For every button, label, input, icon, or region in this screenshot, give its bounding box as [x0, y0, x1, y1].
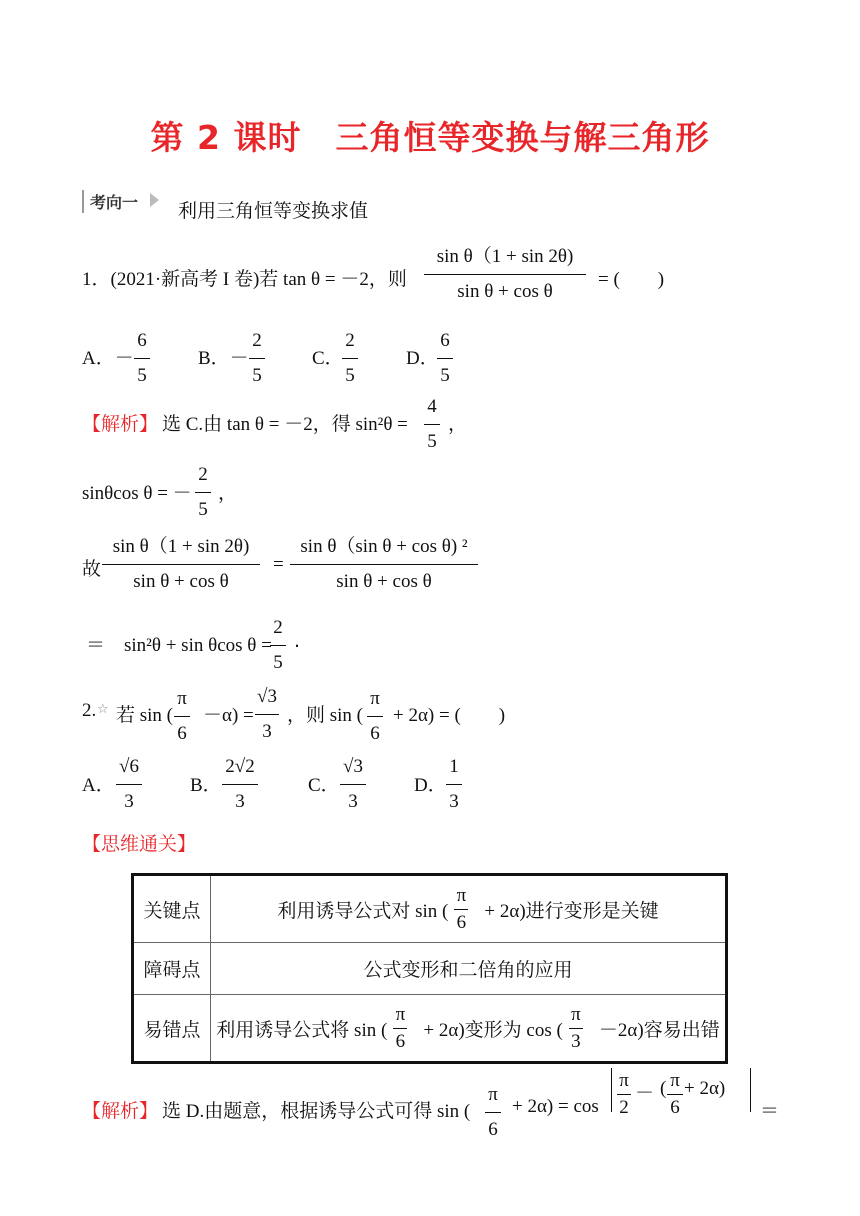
q2-s4: + 2α) = ( ) — [393, 705, 506, 726]
solution-1-line4: ＝ sin²θ + sin θcos θ = — [86, 635, 272, 656]
row1-v1: 利用诱导公式对 sin ( — [277, 900, 449, 922]
solution-1-line3-den2: sin θ + cos θ — [336, 571, 432, 592]
solution-1-line3-eq: = — [273, 554, 284, 575]
solution-2-text: 选 D.由题意，根据诱导公式可得 sin ( — [162, 1101, 471, 1122]
solution-1-line3-prefix: 故 — [82, 558, 102, 580]
solution-1-line3-num1: sin θ（1 + sin 2θ) — [112, 536, 250, 557]
q2-option-a — [116, 756, 142, 813]
table-key-cell: 易错点 — [133, 995, 211, 1063]
solution-1-line4-den: 5 — [273, 652, 283, 673]
q1-option-b-label: B．－ — [198, 348, 249, 369]
solution-2-six-c: 6 — [670, 1097, 680, 1118]
q2-option-c-label: C． — [308, 775, 340, 796]
solution-2-inner: + 2α) — [684, 1078, 726, 1099]
row3-frac-a — [393, 1005, 407, 1052]
row3-v2: + 2α)变形为 cos ( — [423, 1019, 563, 1041]
q2-frac-pi6-a — [174, 688, 190, 745]
solution-1-line3-frac1 — [102, 536, 260, 593]
solution-1-line3-frac2 — [290, 536, 478, 593]
q1-frac-num: sin θ（1 + sin 2θ) — [436, 246, 574, 267]
solution-2-pi-c: π — [670, 1070, 680, 1091]
solution-2-tag: 【解析】 — [82, 1100, 159, 1122]
solution-2-two: 2 — [619, 1097, 629, 1118]
q2-s3: ，则 sin ( — [287, 705, 364, 726]
table-value-cell — [211, 875, 727, 943]
row1-frac — [454, 886, 468, 933]
table-value-cell: 公式变形和二倍角的应用 — [211, 943, 727, 995]
solution-1-line2-frac — [195, 464, 211, 521]
q2-six-b: 6 — [370, 723, 380, 744]
q1-tail: = ( ) — [598, 269, 665, 290]
q2-option-a-den: 3 — [124, 791, 134, 812]
q2-option-d — [446, 756, 462, 813]
q1-option-d-num: 6 — [440, 330, 450, 351]
solution-1-line1-tail: ， — [448, 413, 468, 435]
q2-option-b-num: 2√2 — [225, 756, 255, 777]
q1-option-b — [249, 330, 265, 387]
solution-2-six-a: 6 — [488, 1119, 498, 1140]
solution-2-mid: + 2α) = cos — [512, 1096, 599, 1117]
q2-option-d-den: 3 — [449, 791, 459, 812]
q1-option-c-num: 2 — [345, 330, 355, 351]
analysis-table — [131, 873, 728, 1064]
solution-1-line2-num: 2 — [198, 464, 208, 485]
q1-option-a — [134, 330, 150, 387]
table-row — [133, 875, 727, 943]
q2-root3: √3 — [257, 686, 277, 707]
solution-2-pi-b: π — [619, 1070, 629, 1091]
q2-option-d-label: D． — [414, 775, 447, 796]
row3-three: 3 — [571, 1030, 581, 1052]
solution-1-line4-tail: . — [294, 630, 301, 652]
q2-six: 6 — [177, 723, 187, 744]
solution-1-line1-num: 4 — [427, 396, 437, 417]
solution-1-tag: 【解析】 — [82, 413, 159, 435]
q2-option-c — [340, 756, 366, 813]
table-key-cell: 关键点 — [133, 875, 211, 943]
q1-option-a-label: A．－ — [82, 348, 134, 369]
row1-pi: π — [456, 884, 467, 906]
q2-pi: π — [177, 688, 187, 709]
q2-option-a-num: √6 — [119, 756, 139, 777]
q1-option-d-label: D． — [406, 348, 439, 369]
page-title: 第 2 课时 三角恒等变换与解三角形 — [150, 118, 710, 157]
solution-2-eq: ＝ — [760, 1101, 780, 1122]
solution-2-paren: ( — [660, 1078, 667, 1099]
q1-fraction — [424, 246, 586, 303]
row3-frac-b — [569, 1005, 583, 1052]
q1-frac-den: sin θ + cos θ — [457, 281, 553, 302]
q1-option-a-num: 6 — [137, 330, 147, 351]
row3-six: 6 — [395, 1030, 406, 1052]
solution-1-line2-tail: ， — [218, 482, 238, 504]
table-row — [133, 995, 727, 1063]
solution-2-frac-c — [667, 1070, 683, 1119]
solution-1-line1-den: 5 — [427, 431, 437, 452]
q1-option-d-den: 5 — [440, 365, 450, 386]
solution-1-line4-frac — [270, 617, 286, 674]
q2-option-c-num: √3 — [343, 756, 363, 777]
q2-frac-pi6-b — [367, 688, 383, 745]
q2-option-c-den: 3 — [348, 791, 358, 812]
row1-six: 6 — [456, 911, 467, 933]
q2-option-d-num: 1 — [449, 756, 459, 777]
table-key-cell: 障碍点 — [133, 943, 211, 995]
solution-1-line1: 选 C.由 tan θ = －2，得 sin²θ = — [162, 414, 408, 435]
section-tag: 考向一 — [82, 190, 138, 213]
solution-1-line3-den1: sin θ + cos θ — [133, 571, 229, 592]
section-title: 利用三角恒等变换求值 — [178, 200, 369, 222]
q2-option-b-den: 3 — [235, 791, 245, 812]
solution-1-line3-num2: sin θ（sin θ + cos θ) ² — [300, 536, 468, 557]
q2-frac-root3 — [255, 686, 279, 743]
q1-option-c — [342, 330, 358, 387]
q2-s1: 若 sin ( — [116, 705, 174, 726]
q1-option-d — [437, 330, 453, 387]
q2-option-b-label: B． — [190, 775, 222, 796]
row3-v3: －2α)容易出错 — [598, 1019, 720, 1041]
q2-three: 3 — [262, 721, 272, 742]
arrow-icon — [150, 193, 159, 207]
table-row — [133, 943, 727, 995]
star-icon: ☆ — [97, 702, 109, 717]
q1-option-b-den: 5 — [252, 365, 262, 386]
table-value-cell — [211, 995, 727, 1063]
q2-option-a-label: A． — [82, 775, 115, 796]
thinking-tag: 【思维通关】 — [82, 833, 197, 855]
row3-pi-b: π — [571, 1003, 581, 1025]
solution-2-frac-a — [485, 1084, 501, 1141]
q2-option-b — [222, 756, 258, 813]
q1-option-c-den: 5 — [345, 365, 355, 386]
q1-option-c-label: C． — [312, 348, 344, 369]
row3-v1: 利用诱导公式将 sin ( — [216, 1019, 388, 1041]
solution-1-line2-den: 5 — [198, 499, 208, 520]
q1-option-b-num: 2 — [252, 330, 262, 351]
solution-2-minus: － — [635, 1083, 655, 1104]
solution-1-line2: sinθcos θ = － — [82, 483, 192, 504]
solution-2-frac-b — [617, 1070, 631, 1119]
q2-pi-b: π — [370, 688, 380, 709]
solution-1-line1-frac — [424, 396, 440, 453]
solution-1-line4-num: 2 — [273, 617, 283, 638]
row1-v2: + 2α)进行变形是关键 — [484, 900, 659, 922]
q2-s2: －α) = — [203, 705, 254, 726]
solution-2-pi-a: π — [488, 1084, 498, 1105]
q1-stem: 1．(2021·新高考 I 卷)若 tan θ = －2，则 — [82, 269, 407, 290]
row3-pi-a: π — [395, 1003, 406, 1025]
q2-number: 2. — [82, 700, 97, 721]
q1-option-a-den: 5 — [137, 365, 147, 386]
